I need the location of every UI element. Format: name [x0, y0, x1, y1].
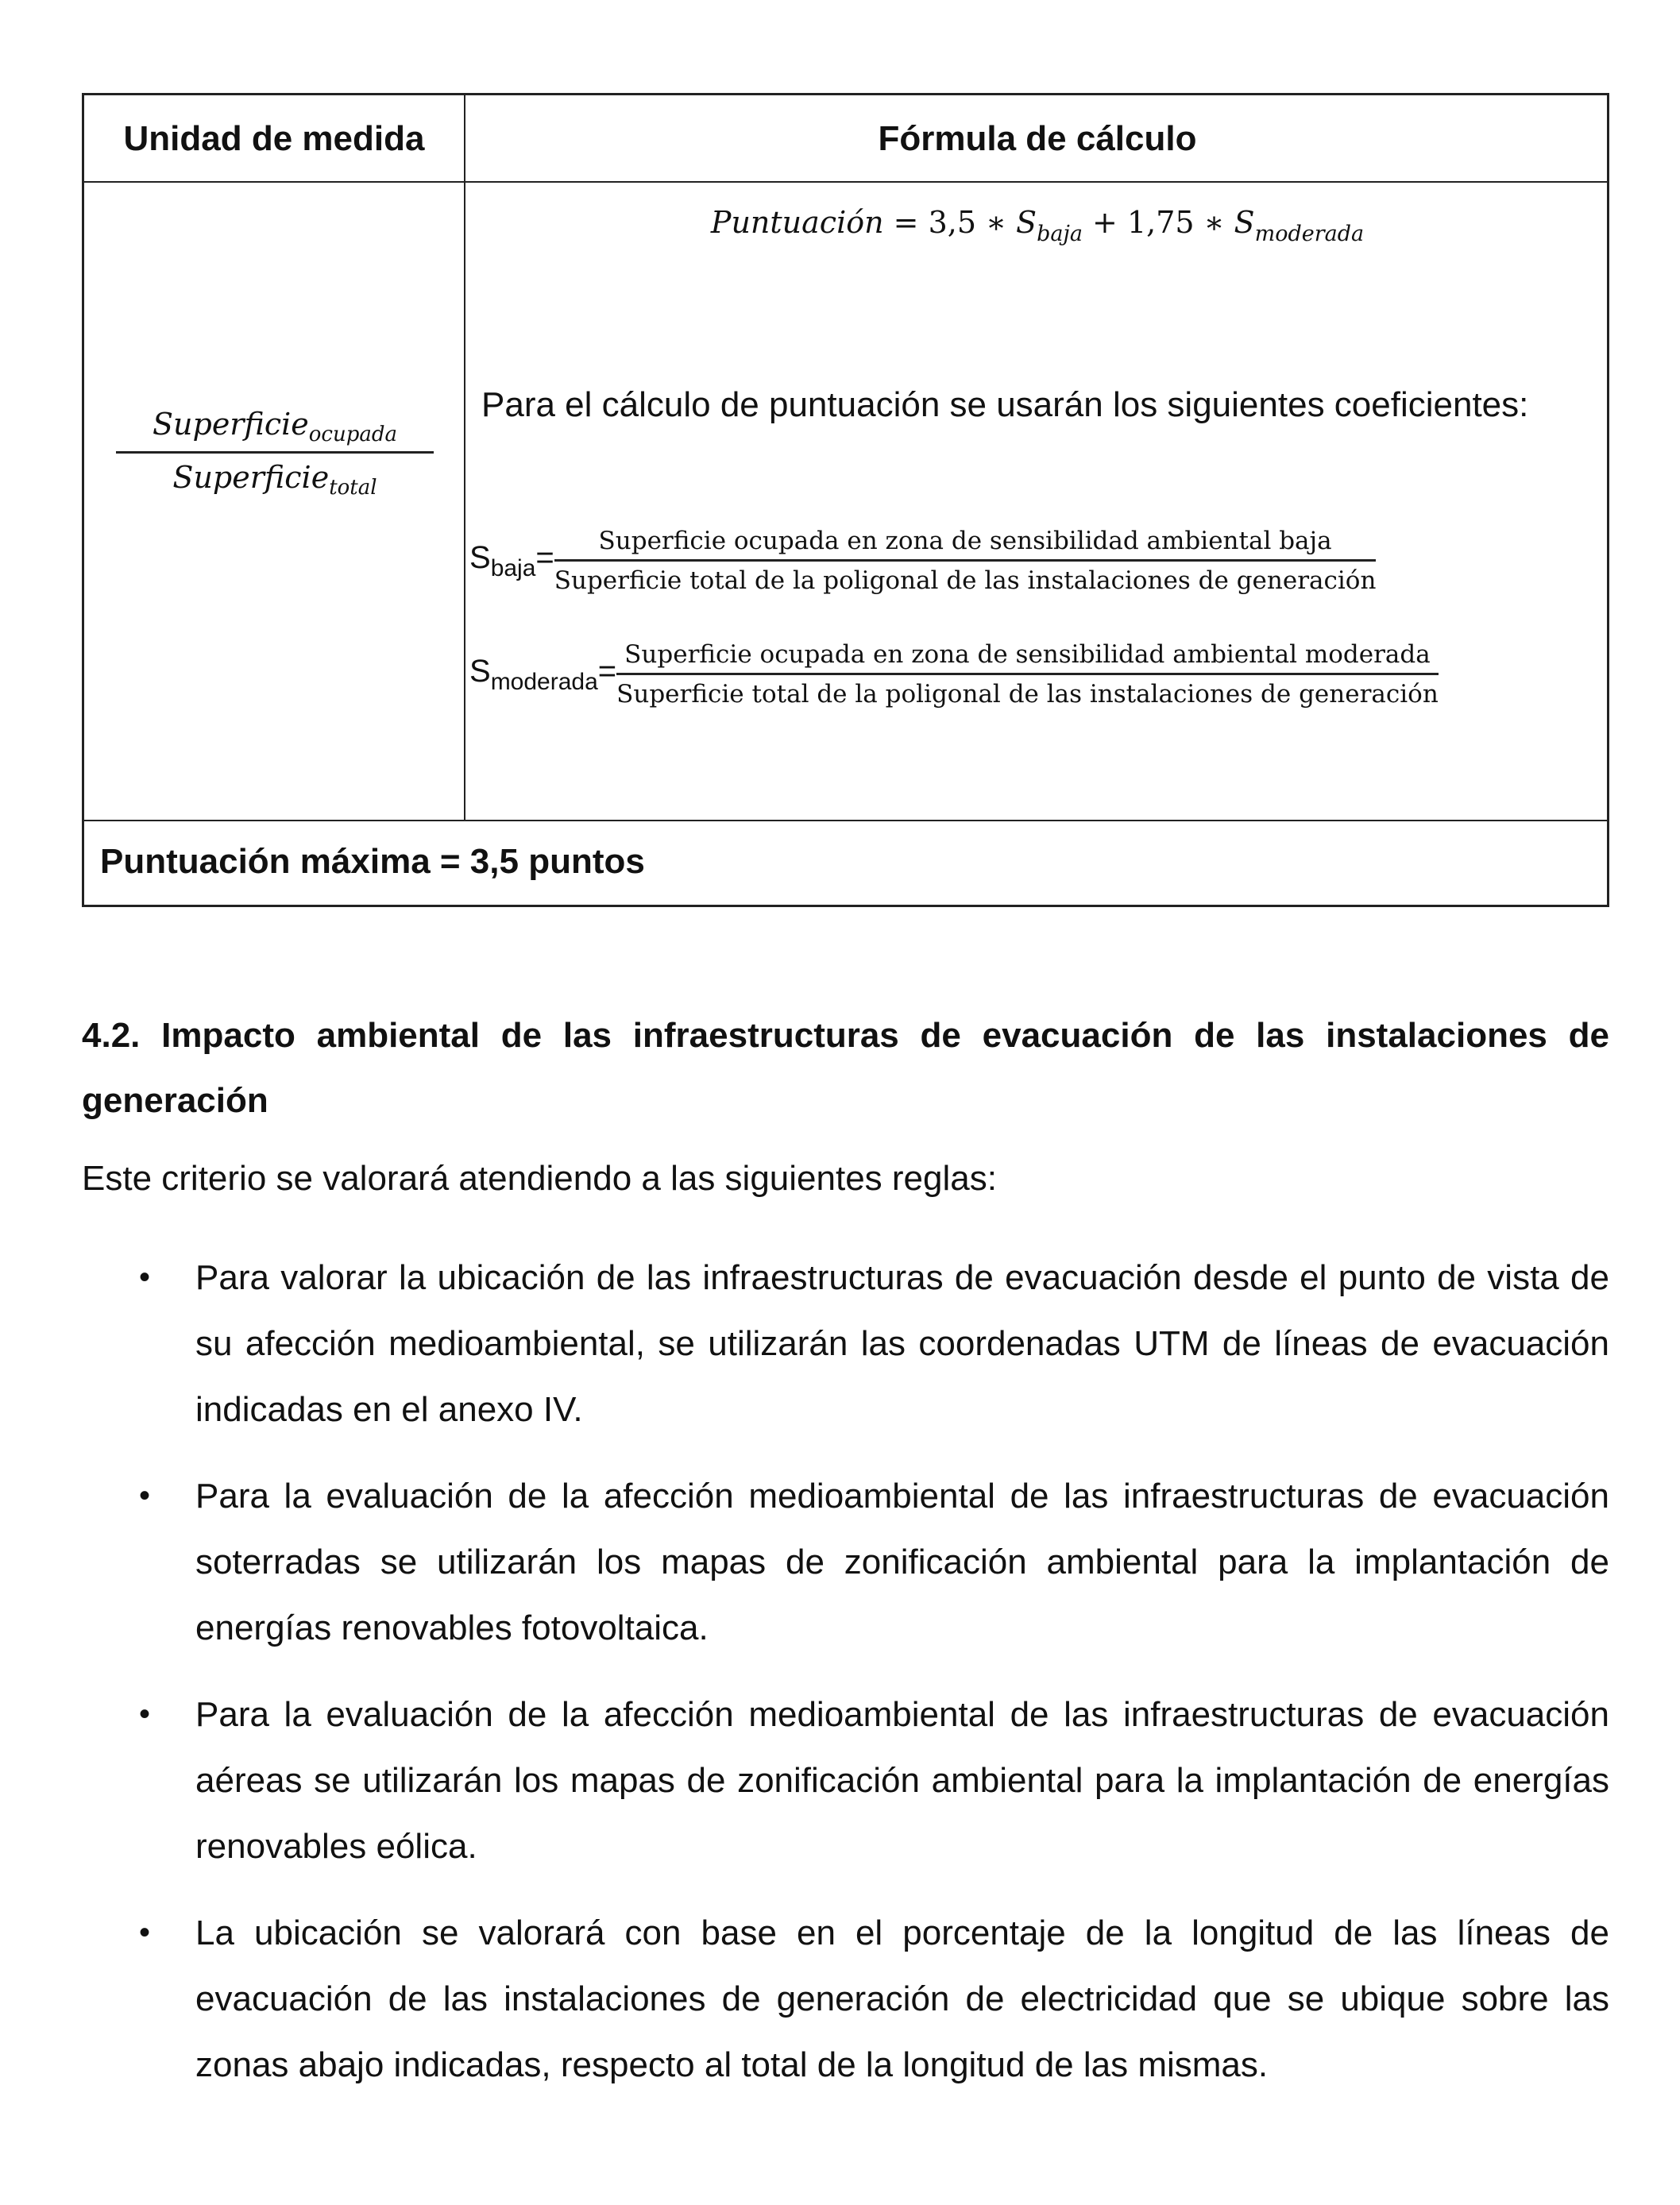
coef-baja-symbol: $S_{baja}=$ — [469, 539, 554, 581]
score-formula: Puntuación = 3,5 ∗ $S_{baja} + 1,75$ ∗ $S_{moderada}$ — [710, 205, 1365, 246]
scoring-table — [82, 93, 1609, 907]
header-unit: Unidad de medida — [123, 119, 425, 158]
coef-baja-numerator: Superficie ocupada en zona de sensibilidad ambiental baja — [554, 527, 1377, 562]
coef-baja-fraction — [554, 527, 1377, 595]
coef-moderada-fraction — [616, 640, 1439, 709]
bullet-icon: • — [139, 1478, 151, 1513]
coefficient-intro: Para el cálculo de puntuación se usarán los siguientes coeficientes: — [481, 385, 1529, 424]
bullet-icon: • — [139, 1260, 151, 1295]
list-item: • Para la evaluación de la afección medioambiental de las infraestructuras de evacuación soterradas se utilizarán los mapas de zonificación ambiental para la implantación de energías renovables fotovoltaica. — [82, 1463, 1609, 1661]
bullet-icon: • — [139, 1915, 151, 1950]
section-title: 4.2. Impacto ambiental de las infraestructuras de evacuación de las instalaciones de generación — [82, 1016, 1609, 1120]
header-formula: Fórmula de cálculo — [878, 119, 1197, 158]
list-item: • Para la evaluación de la afección medioambiental de las infraestructuras de evacuación aéreas se utilizarán los mapas de zonificación ambiental para la implantación de energías renovables eólica. — [82, 1682, 1609, 1879]
coef-moderada-numerator: Superficie ocupada en zona de sensibilidad ambiental moderada — [616, 640, 1439, 675]
section-intro: Este criterio se valorará atendiendo a las siguientes reglas: — [82, 1159, 997, 1198]
unit-numerator: Superficie$_{ocupada}$ — [116, 407, 434, 454]
table-column-divider — [464, 95, 465, 820]
table-header-divider — [84, 181, 1607, 183]
bullet-icon: • — [139, 1697, 151, 1732]
rules-list — [82, 1245, 1609, 2118]
coef-baja-formula — [469, 527, 1376, 595]
coef-moderada-denominator: Superficie total de la poligonal de las instalaciones de generación — [616, 680, 1439, 709]
list-item: • Para valorar la ubicación de las infraestructuras de evacuación desde el punto de vista de su afección medioambiental, se utilizarán las coordenadas UTM de líneas de evacuación indicadas en el anexo IV. — [82, 1245, 1609, 1442]
list-item: • La ubicación se valorará con base en el porcentaje de la longitud de las líneas de evacuación de las instalaciones de generación de electricidad que se ubique sobre las zonas abajo indicadas, respecto al total de la longitud de las mismas. — [82, 1900, 1609, 2098]
max-score: Puntuación máxima = 3,5 puntos — [100, 842, 645, 881]
coef-baja-denominator: Superficie total de la poligonal de las instalaciones de generación — [554, 566, 1377, 595]
unit-fraction — [116, 407, 434, 500]
unit-denominator: Superficie$_{total}$ — [172, 460, 377, 500]
coef-moderada-symbol: $S_{moderada}=$ — [469, 653, 617, 695]
coef-moderada-formula — [469, 640, 1439, 709]
table-footer-divider — [84, 820, 1607, 821]
